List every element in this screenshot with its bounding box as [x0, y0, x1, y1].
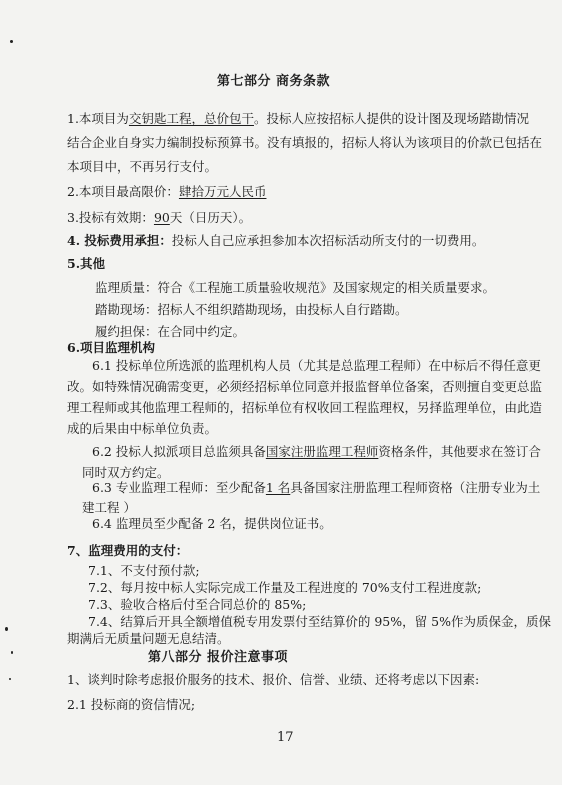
scan-speck — [11, 651, 13, 654]
item6-p3-line1 — [92, 480, 540, 496]
item7-s4-line2: 期满后无质量问题无息结清。 — [67, 631, 230, 646]
item6-p3-line2: 建工程 ） — [82, 500, 136, 515]
item6-p2-prefix: 6.2 投标人拟派项目总监须具备 — [92, 444, 266, 459]
item4-text: 投标人自己应承担参加本次招标活动所支付的一切费用。 — [171, 233, 485, 248]
item6-p1-line3: 理工程师或其他监理工程师的，招标单位有权收回工程监理权，另择监理单位，由此造 — [67, 400, 543, 415]
scan-speck — [10, 40, 13, 43]
item6-p3-underlined: 1 名 — [265, 480, 291, 495]
item4-label: 4. 投标费用承担： — [67, 233, 172, 248]
item7-s1: 7.1、不支付预付款; — [88, 563, 200, 578]
item6-p1-line2: 改。如特殊情况确需变更，必须经招标单位同意并报监督单位备案，否则擅自变更总监 — [67, 379, 543, 394]
item1-line3: 本项目中，不再另行支付。 — [67, 159, 218, 174]
item2 — [67, 184, 266, 200]
part8-title: 第八部分 报价注意事项 — [148, 650, 289, 665]
item1-underlined: 交钥匙工程，总价包干 — [128, 111, 254, 126]
item6-p2-rest: 资格条件，其他要求在签订合 — [378, 444, 541, 459]
item1-prefix: 1.本项目为 — [67, 111, 129, 126]
item5-site: 踏勘现场：招标人不组织踏勘现场，由投标人自行踏勘。 — [95, 302, 408, 317]
item6-heading: 6.项目监理机构 — [67, 340, 156, 355]
item3-prefix: 3.投标有效期： — [67, 210, 154, 225]
part7-title: 第七部分 商务条款 — [217, 74, 331, 89]
item2-value: 肆拾万元人民币 — [178, 184, 267, 199]
page-number: 17 — [277, 730, 294, 745]
item3-suffix: 天（日历天）。 — [169, 210, 252, 225]
part8-line1: 1、谈判时除考虑报价服务的技术、报价、信誉、业绩、还将考虑以下因素: — [67, 672, 480, 687]
item7-s4-line1: 7.4、结算后开具全额增值税专用发票付至结算价的 95%，留 5%作为质保金，质保 — [88, 614, 551, 629]
item4 — [67, 233, 484, 249]
item7-heading: 7、监理费用的支付： — [67, 543, 189, 558]
item6-p2-underlined: 国家注册监理工程师 — [265, 444, 379, 459]
item6-p2-line2: 同时双方约定。 — [82, 465, 170, 480]
item5-heading: 5.其他 — [67, 256, 106, 271]
scan-speck — [9, 678, 11, 680]
item1-line1 — [67, 111, 529, 127]
item3 — [67, 210, 251, 226]
item6-p3-rest: 具备国家注册监理工程师资格（注册专业为土 — [290, 480, 541, 495]
item6-p2-line1 — [92, 444, 541, 460]
item6-p1-line4: 成的后果由中标单位负责。 — [67, 421, 218, 436]
item7-s2: 7.2、每月按中标人实际完成工作量及工程进度的 70%支付工程进度款; — [88, 580, 482, 595]
item6-p4: 6.4 监理员至少配备 2 名，提供岗位证书。 — [92, 516, 332, 531]
item6-p3-prefix: 6.3 专业监理工程师：至少配备 — [92, 480, 266, 495]
item5-guarantee: 履约担保：在合同中约定。 — [95, 324, 246, 339]
item5-quality: 监理质量：符合《工程施工质量验收规范》及国家规定的相关质量要求。 — [95, 280, 496, 295]
item7-s3: 7.3、验收合格后付至合同总价的 85%; — [88, 597, 307, 612]
item3-days: 90 — [153, 210, 170, 225]
item1-line2: 结合企业自身实力编制投标预算书。没有填报的，招标人将认为该项目的价款已包括在 — [67, 135, 543, 150]
part8-line2: 2.1 投标商的资信情况; — [67, 697, 196, 712]
item2-prefix: 2.本项目最高限价： — [67, 184, 179, 199]
scan-speck — [5, 627, 8, 631]
item1-rest: 。投标人应按招标人提供的设计图及现场踏勘情况 — [253, 111, 529, 126]
item6-p1-line1: 6.1 投标单位所选派的监理机构人员（尤其是总监理工程师）在中标后不得任意更 — [92, 358, 541, 373]
